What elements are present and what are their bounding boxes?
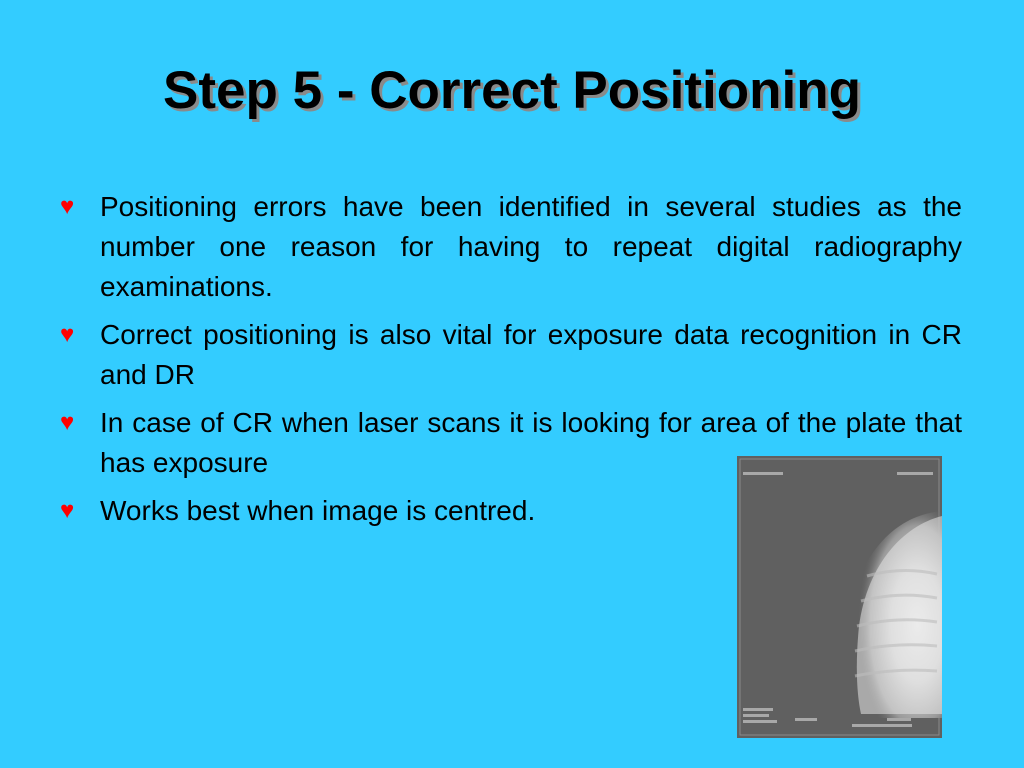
bullet-text: Positioning errors have been identified in several studies as the number one reason for having to repeat digital radiography examinations. (100, 191, 962, 302)
heart-bullet-icon: ♥ (60, 409, 75, 436)
heart-bullet-icon: ♥ (60, 193, 75, 220)
bullet-item-1 (60, 187, 962, 307)
heart-bullet-icon: ♥ (60, 321, 75, 348)
bullet-text: Works best when image is centred. (100, 495, 536, 526)
heart-bullet-icon: ♥ (60, 497, 75, 524)
xray-image (737, 456, 942, 738)
xray-image-graphic (737, 456, 942, 738)
bullet-text: Correct positioning is also vital for exposure data recognition in CR and DR (100, 319, 962, 390)
slide-title: Step 5 - Correct Positioning (163, 61, 861, 120)
bullet-text: In case of CR when laser scans it is looking for area of the plate that has exposure (100, 407, 962, 478)
bullet-item-2 (60, 315, 962, 395)
